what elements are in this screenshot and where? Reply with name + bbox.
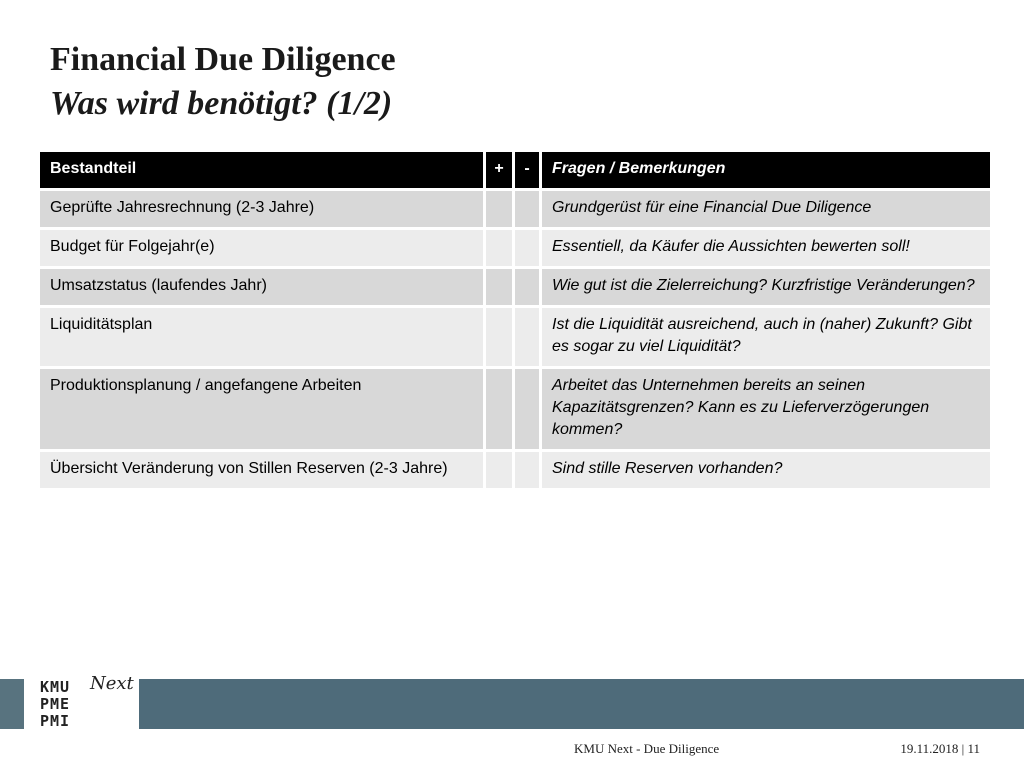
cell-item: Liquiditätsplan (40, 308, 486, 369)
cell-plus (486, 369, 515, 452)
table-row (40, 452, 990, 491)
cell-note: Wie gut ist die Zielerreichung? Kurzfristige Veränderungen? (542, 269, 990, 308)
cell-plus (486, 308, 515, 369)
header-minus: - (515, 152, 542, 191)
table-row (40, 308, 990, 369)
footer-date-page: 19.11.2018 | 11 (900, 741, 980, 756)
cell-item: Geprüfte Jahresrechnung (2-3 Jahre) (40, 191, 486, 230)
footer-band-accent (0, 679, 24, 729)
cell-minus (515, 452, 542, 491)
cell-item: Umsatzstatus (laufendes Jahr) (40, 269, 486, 308)
kmu-next-logo (40, 679, 70, 730)
logo-line-pmi: PMI (40, 712, 71, 730)
table-header-row (40, 152, 990, 191)
header-fragen: Fragen / Bemerkungen (542, 152, 990, 191)
header-plus: + (486, 152, 515, 191)
title-subtitle: Was wird benötigt? (1/2) (50, 85, 393, 122)
cell-minus (515, 308, 542, 369)
cell-plus (486, 191, 515, 230)
table-row (40, 369, 990, 452)
cell-minus (515, 191, 542, 230)
logo-next-wordmark: Next (90, 673, 134, 694)
logo-line-pme: PME (40, 695, 71, 713)
header-bestandteil: Bestandteil (40, 152, 486, 191)
footer-band (0, 679, 1024, 729)
cell-note: Ist die Liquidität ausreichend, auch in (naher) Zukunft? Gibt es sogar zu viel Liquidität? (542, 308, 990, 369)
cell-minus (515, 230, 542, 269)
table-row (40, 269, 990, 308)
table-row (40, 191, 990, 230)
cell-note: Arbeitet das Unternehmen bereits an seinen Kapazitätsgrenzen? Kann es zu Lieferverzögerungen kommen? (542, 369, 990, 452)
logo-line-kmu: KMU (40, 678, 71, 696)
cell-note: Essentiell, da Käufer die Aussichten bewerten soll! (542, 230, 990, 269)
cell-plus (486, 269, 515, 308)
cell-plus (486, 230, 515, 269)
due-diligence-table (40, 152, 990, 491)
cell-minus (515, 369, 542, 452)
slide-title (50, 38, 396, 126)
cell-item: Produktionsplanung / angefangene Arbeiten (40, 369, 486, 452)
cell-plus (486, 452, 515, 491)
table-row (40, 230, 990, 269)
cell-item: Budget für Folgejahr(e) (40, 230, 486, 269)
title-main: Financial Due Diligence (50, 41, 396, 78)
cell-item: Übersicht Veränderung von Stillen Reserven (2-3 Jahre) (40, 452, 486, 491)
cell-note: Grundgerüst für eine Financial Due Diligence (542, 191, 990, 230)
footer-title: KMU Next - Due Diligence (574, 741, 720, 756)
cell-minus (515, 269, 542, 308)
cell-note: Sind stille Reserven vorhanden? (542, 452, 990, 491)
